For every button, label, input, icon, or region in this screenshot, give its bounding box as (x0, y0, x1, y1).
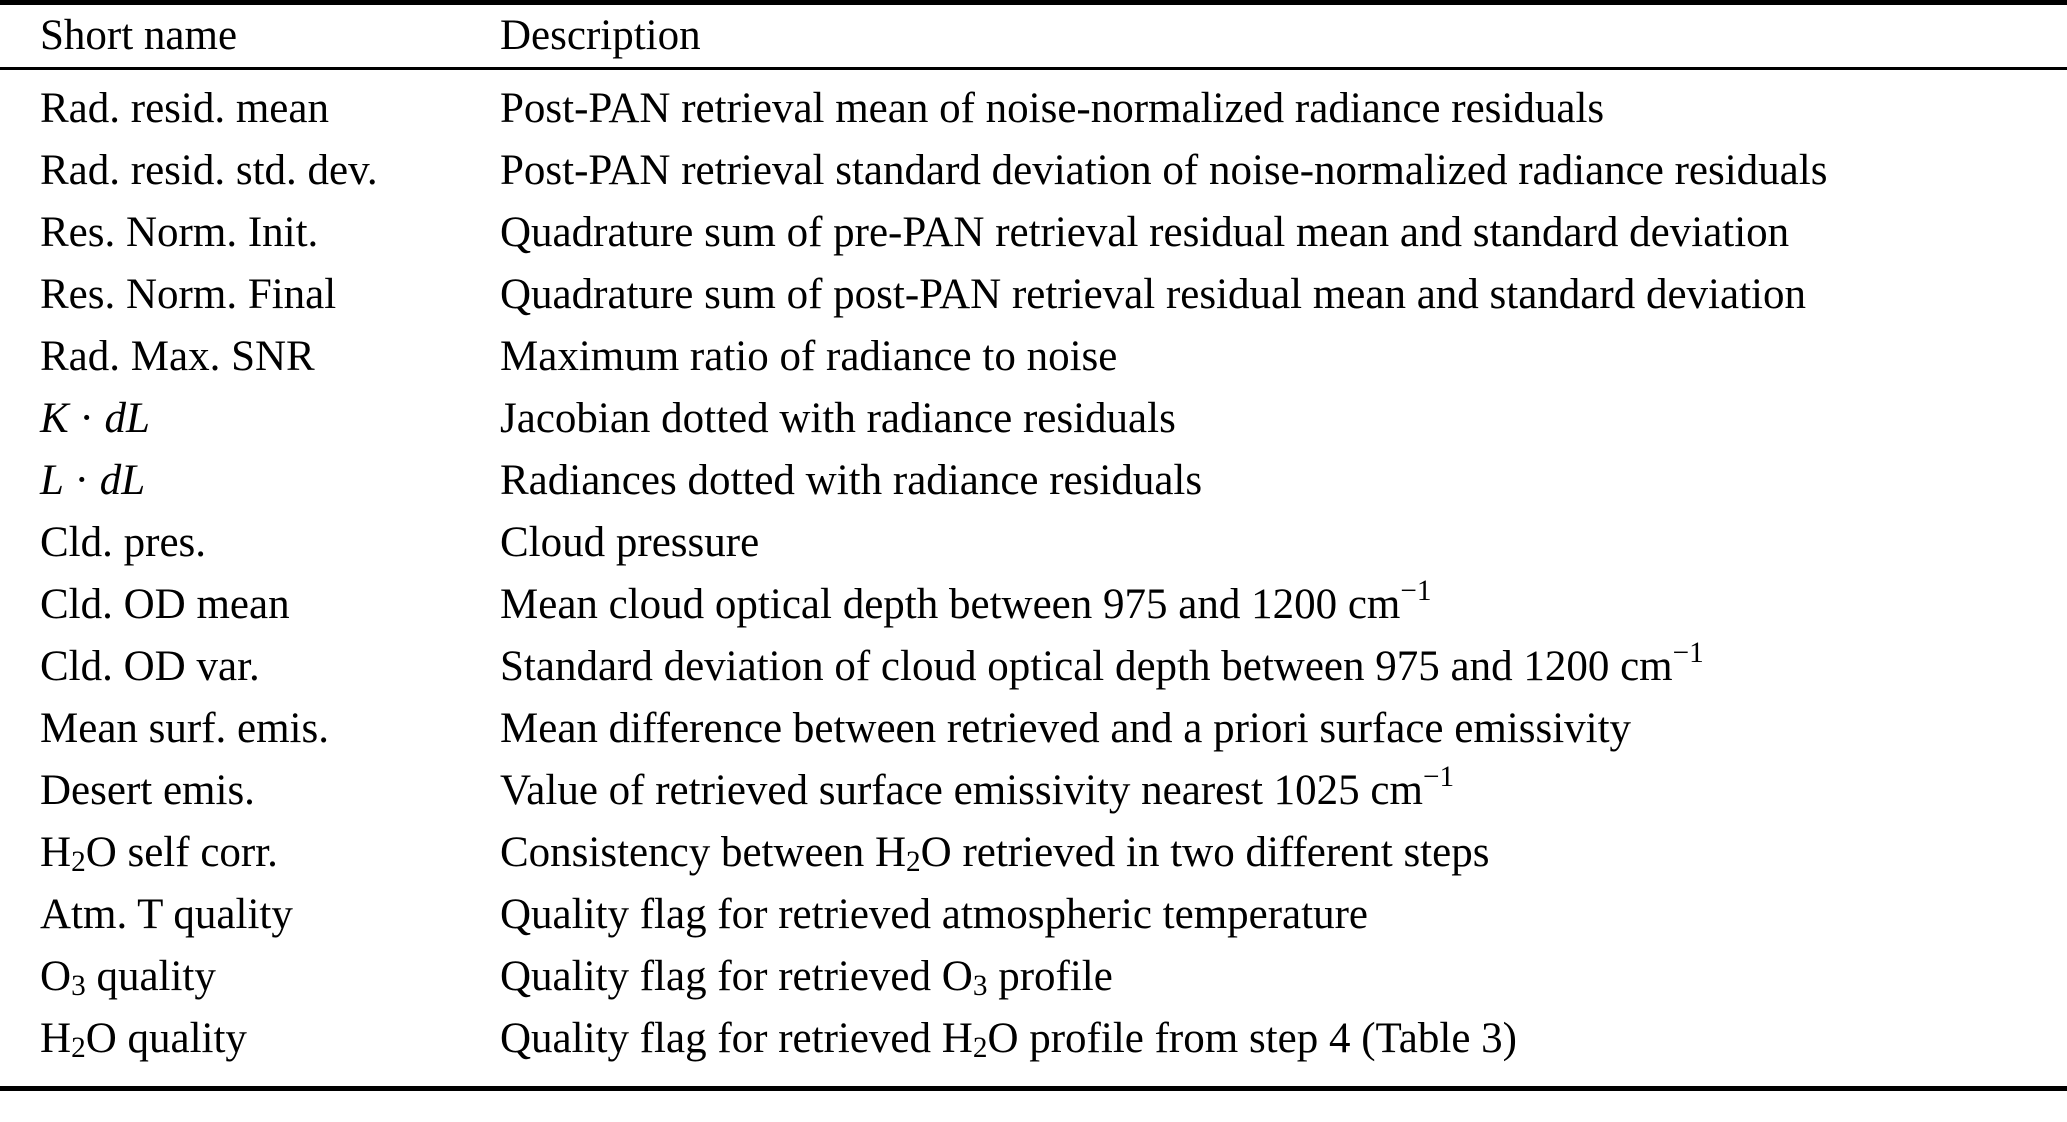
column-header-description: Description (500, 3, 2067, 69)
description-cell (500, 698, 2067, 760)
table-header (0, 3, 2067, 69)
i-segment: K (40, 395, 69, 442)
column-header-short-name: Short name (0, 3, 500, 69)
text-segment: quality (85, 953, 216, 1000)
short-name-cell (0, 574, 500, 636)
short-name-cell (0, 636, 500, 698)
text-segment: Desert emis. (40, 767, 255, 814)
sup-segment: −1 (1672, 636, 1704, 669)
text-segment: Maximum ratio of radiance to noise (500, 333, 1118, 380)
description-cell (500, 884, 2067, 946)
description-cell (500, 264, 2067, 326)
text-segment: O profile from step 4 (Table 3) (987, 1015, 1517, 1062)
table-row (0, 1008, 2067, 1089)
text-segment: Standard deviation of cloud optical depth between 975 and 1200 cm (500, 643, 1673, 690)
description-cell (500, 140, 2067, 202)
description-cell (500, 512, 2067, 574)
sub-segment: 3 (71, 970, 86, 1003)
short-name-cell (0, 69, 500, 141)
i-segment: dL (99, 457, 146, 504)
text-segment: Radiances dotted with radiance residuals (500, 457, 1203, 504)
text-segment: O quality (85, 1015, 247, 1062)
table-row (0, 264, 2067, 326)
text-segment: Post-PAN retrieval standard deviation of noise-normalized radiance residuals (500, 147, 1828, 194)
text-segment: Rad. resid. mean (40, 85, 329, 132)
sub-segment: 2 (972, 1032, 988, 1065)
table-row (0, 388, 2067, 450)
short-name-cell (0, 140, 500, 202)
sub-segment: 2 (71, 846, 86, 879)
text-segment: H (40, 1015, 72, 1062)
text-segment: Value of retrieved surface emissivity nearest 1025 cm (500, 767, 1423, 814)
table-row (0, 698, 2067, 760)
description-cell (500, 202, 2067, 264)
text-segment: O self corr. (85, 829, 278, 876)
table-row (0, 450, 2067, 512)
short-name-cell (0, 946, 500, 1008)
i-segment: dL (104, 395, 150, 442)
text-segment: Mean difference between retrieved and a priori surface emissivity (500, 705, 1632, 752)
text-segment: Quality flag for retrieved O (500, 953, 973, 1000)
sub-segment: 2 (906, 846, 921, 879)
text-segment: Quality flag for retrieved atmospheric temperature (500, 891, 1368, 938)
description-cell (500, 450, 2067, 512)
text-segment: Cld. pres. (40, 519, 207, 566)
table-row (0, 140, 2067, 202)
table-row (0, 202, 2067, 264)
text-segment: Quadrature sum of post-PAN retrieval residual mean and standard deviation (500, 271, 1806, 318)
description-cell (500, 574, 2067, 636)
table-body (0, 69, 2067, 1089)
table-row (0, 69, 2067, 141)
sub-segment: 2 (71, 1032, 86, 1065)
text-segment: Cloud pressure (500, 519, 760, 566)
description-cell (500, 636, 2067, 698)
text-segment: Quality flag for retrieved H (500, 1015, 973, 1062)
sup-segment: −1 (1400, 574, 1432, 607)
short-name-cell (0, 202, 500, 264)
table-row (0, 512, 2067, 574)
text-segment: Res. Norm. Init. (40, 209, 319, 256)
short-name-cell (0, 1008, 500, 1089)
table-header-row (0, 3, 2067, 69)
table-row (0, 574, 2067, 636)
text-segment: Mean cloud optical depth between 975 and 1200 cm (500, 581, 1401, 628)
description-cell (500, 1008, 2067, 1089)
text-segment: Cld. OD mean (40, 581, 290, 628)
table-row (0, 946, 2067, 1008)
description-cell (500, 388, 2067, 450)
short-name-cell (0, 698, 500, 760)
text-segment: O retrieved in two different steps (920, 829, 1490, 876)
short-name-cell (0, 760, 500, 822)
text-segment: O (40, 953, 72, 1000)
sub-segment: 3 (972, 970, 988, 1003)
text-segment: · (63, 457, 100, 504)
text-segment: profile (987, 953, 1113, 1000)
description-cell (500, 946, 2067, 1008)
text-segment: Consistency between H (500, 829, 907, 876)
table-row (0, 884, 2067, 946)
description-cell (500, 69, 2067, 141)
description-cell (500, 822, 2067, 884)
text-segment: H (40, 829, 72, 876)
text-segment: · (68, 395, 105, 442)
short-name-cell (0, 450, 500, 512)
text-segment: Atm. T quality (40, 891, 293, 938)
table-row (0, 760, 2067, 822)
short-name-cell (0, 388, 500, 450)
table-row (0, 326, 2067, 388)
sup-segment: −1 (1422, 760, 1455, 793)
short-name-cell (0, 264, 500, 326)
text-segment: Rad. Max. SNR (40, 333, 315, 380)
table-row (0, 636, 2067, 698)
short-name-cell (0, 512, 500, 574)
text-segment: Mean surf. emis. (40, 705, 329, 752)
text-segment: Res. Norm. Final (40, 271, 337, 318)
i-segment: L (40, 457, 64, 504)
text-segment: Rad. resid. std. dev. (40, 147, 378, 194)
text-segment: Jacobian dotted with radiance residuals (500, 395, 1176, 442)
text-segment: Post-PAN retrieval mean of noise-normalized radiance residuals (500, 85, 1605, 132)
short-name-cell (0, 822, 500, 884)
table-row (0, 822, 2067, 884)
short-name-cell (0, 884, 500, 946)
text-segment: Cld. OD var. (40, 643, 260, 690)
description-cell (500, 326, 2067, 388)
short-name-cell (0, 326, 500, 388)
description-cell (500, 760, 2067, 822)
text-segment: Quadrature sum of pre-PAN retrieval residual mean and standard deviation (500, 209, 1790, 256)
